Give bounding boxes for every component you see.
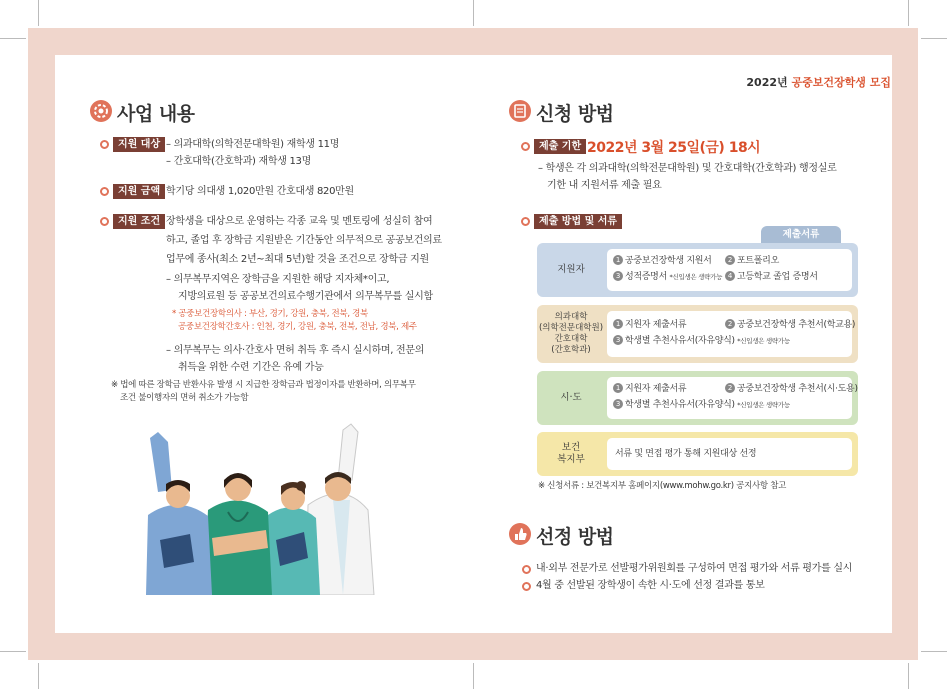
row-box: 1 지원자 제출서류 2 공중보건장학생 추천서(학교용) 3 학생별 추천사유서(자유양식) *신입생은 생략가능	[607, 311, 852, 357]
duty-region-line-2: 지방의료원 등 공공보건의료수행기관에서 의무복무를 실시함	[178, 291, 433, 302]
condition-line-3: 업무에 종사(최소 2년~최대 5년)할 것을 조건으로 장학금 지원	[166, 254, 429, 265]
doc-note: *신입생은 생략가능	[737, 337, 790, 345]
brochure-tag	[746, 74, 891, 90]
bullet-icon	[522, 565, 531, 574]
amount-text: 학기당 의대생 1,020만원 간호대생 820만원	[166, 186, 354, 197]
crop-mark	[473, 663, 474, 689]
row-ministry	[537, 432, 858, 476]
method-label: 제출 방법 및 서류	[534, 214, 622, 229]
row-applicant	[537, 243, 858, 297]
doc-item: 공중보건장학생 지원서	[625, 256, 712, 266]
row-head: 보건 복지부	[557, 442, 585, 465]
section-title-apply: 신청 방법	[536, 103, 614, 125]
condition-label: 지원 조건	[113, 214, 165, 229]
crop-mark	[0, 38, 26, 39]
row-box: 1 공중보건장학생 지원서 2 포트폴리오 3 성적증명서 *신입생은 생략가능 4 고등학교 졸업 증명서	[607, 249, 852, 291]
row-head: 지원자	[557, 264, 585, 275]
doc-item: 성적증명서	[625, 272, 667, 282]
doc-item: 학생별 추천사유서(자유양식)	[625, 400, 735, 410]
selection-item-1: 내·외부 전문가로 선발평가위원회를 구성하여 면접 평가와 서류 평가를 실시	[536, 563, 853, 574]
deadline-date: 2022년 3월 25일(금) 18시	[587, 140, 761, 156]
crop-mark	[921, 651, 947, 652]
duty-timing-line-2: 취득을 위한 수련 기간은 유예 가능	[178, 362, 324, 373]
selection-item-2: 4월 중 선발된 장학생이 속한 시·도에 선정 결과를 통보	[536, 580, 765, 591]
target-line-1: – 의과대학(의학전문대학원) 재학생 11명	[166, 139, 340, 150]
deadline-note-line-1: – 학생은 각 의과대학(의학전문대학원) 및 간호대학(간호학과) 행정실로	[538, 163, 837, 174]
target-label: 지원 대상	[113, 137, 165, 152]
condition-line-1: 장학생을 대상으로 운영하는 각종 교육 및 멘토링에 성실히 참여	[166, 216, 433, 227]
duty-region-line-1: – 의무복무지역은 장학금을 지원한 해당 지자체*이고,	[166, 274, 390, 285]
tag-suffix: 모집	[869, 76, 891, 89]
row-head: 시·도	[560, 392, 582, 403]
docs-tab: 제출서류	[761, 226, 841, 244]
crop-mark	[921, 38, 947, 39]
tag-year: 2022년	[746, 76, 788, 89]
doc-item: 공중보건장학생 추천서(시·도용)	[737, 384, 858, 394]
document-icon	[509, 100, 531, 122]
deadline-note-line-2: 기한 내 지원서류 제출 필요	[547, 180, 662, 191]
crop-mark	[908, 0, 909, 26]
section-title-selection: 선정 방법	[536, 526, 614, 548]
row-head: 의과대학 (의학전문대학원) 간호대학 (간호학과)	[538, 312, 604, 355]
crop-mark	[473, 0, 474, 26]
bullet-icon	[100, 217, 109, 226]
crop-mark	[38, 663, 39, 689]
region-doctor: * 공중보건장학의사 : 부산, 경기, 강원, 충북, 전북, 경북	[172, 309, 368, 319]
row-box	[607, 438, 852, 470]
duty-timing-line-1: – 의무복무는 의사·간호사 면허 취득 후 즉시 실시하며, 전문의	[166, 345, 425, 356]
refund-note-line-2: 조건 불이행자의 면허 취소가 가능함	[120, 393, 249, 403]
doc-item: 지원자 제출서류	[625, 320, 687, 330]
medical-staff-illustration	[138, 420, 388, 595]
doc-item: 공중보건장학생 추천서(학교용)	[737, 320, 856, 330]
condition-line-2: 하고, 졸업 후 장학금 지원받은 기간동안 의무적으로 공공보건의료	[166, 235, 442, 246]
crop-mark	[0, 651, 26, 652]
bullet-icon	[521, 142, 530, 151]
doc-item: 학생별 추천사유서(자유양식)	[625, 336, 735, 346]
doc-item: 고등학교 졸업 증명서	[737, 272, 818, 282]
doc-item: 지원자 제출서류	[625, 384, 687, 394]
bullet-icon	[522, 582, 531, 591]
row-box: 1 지원자 제출서류 2 공중보건장학생 추천서(시·도용) 3 학생별 추천사유서(자유양식) *신입생은 생략가능	[607, 377, 852, 419]
tag-program: 공중보건장학생	[791, 76, 866, 89]
gear-icon	[90, 100, 112, 122]
section-title-business: 사업 내용	[117, 103, 195, 125]
region-nurse: 공중보건장학간호사 : 인천, 경기, 강원, 충북, 전북, 전남, 경북, 제주	[178, 322, 417, 332]
bullet-icon	[521, 217, 530, 226]
row-university	[537, 305, 858, 363]
doc-note: *신입생은 생략가능	[737, 401, 790, 409]
amount-label: 지원 금액	[113, 184, 165, 199]
thumbs-up-icon	[509, 523, 531, 545]
ministry-text: 서류 및 면접 평가 통해 지원대상 선정	[615, 449, 757, 459]
doc-item: 포트폴리오	[737, 256, 779, 266]
crop-mark	[908, 663, 909, 689]
apply-footnote: ※ 신청서류 : 보건복지부 홈페이지(www.mohw.go.kr) 공지사항 참고	[538, 481, 787, 491]
target-line-2: – 간호대학(간호학과) 재학생 13명	[166, 156, 311, 167]
doc-note: *신입생은 생략가능	[669, 273, 723, 281]
deadline-label: 제출 기한	[534, 139, 586, 154]
refund-note-line-1: ※ 법에 따른 장학금 반환사유 발생 시 지급한 장학금과 법정이자를 반환하며, 의무복무	[111, 380, 416, 390]
bullet-icon	[100, 140, 109, 149]
bullet-icon	[100, 187, 109, 196]
row-province	[537, 371, 858, 425]
crop-mark	[38, 0, 39, 26]
